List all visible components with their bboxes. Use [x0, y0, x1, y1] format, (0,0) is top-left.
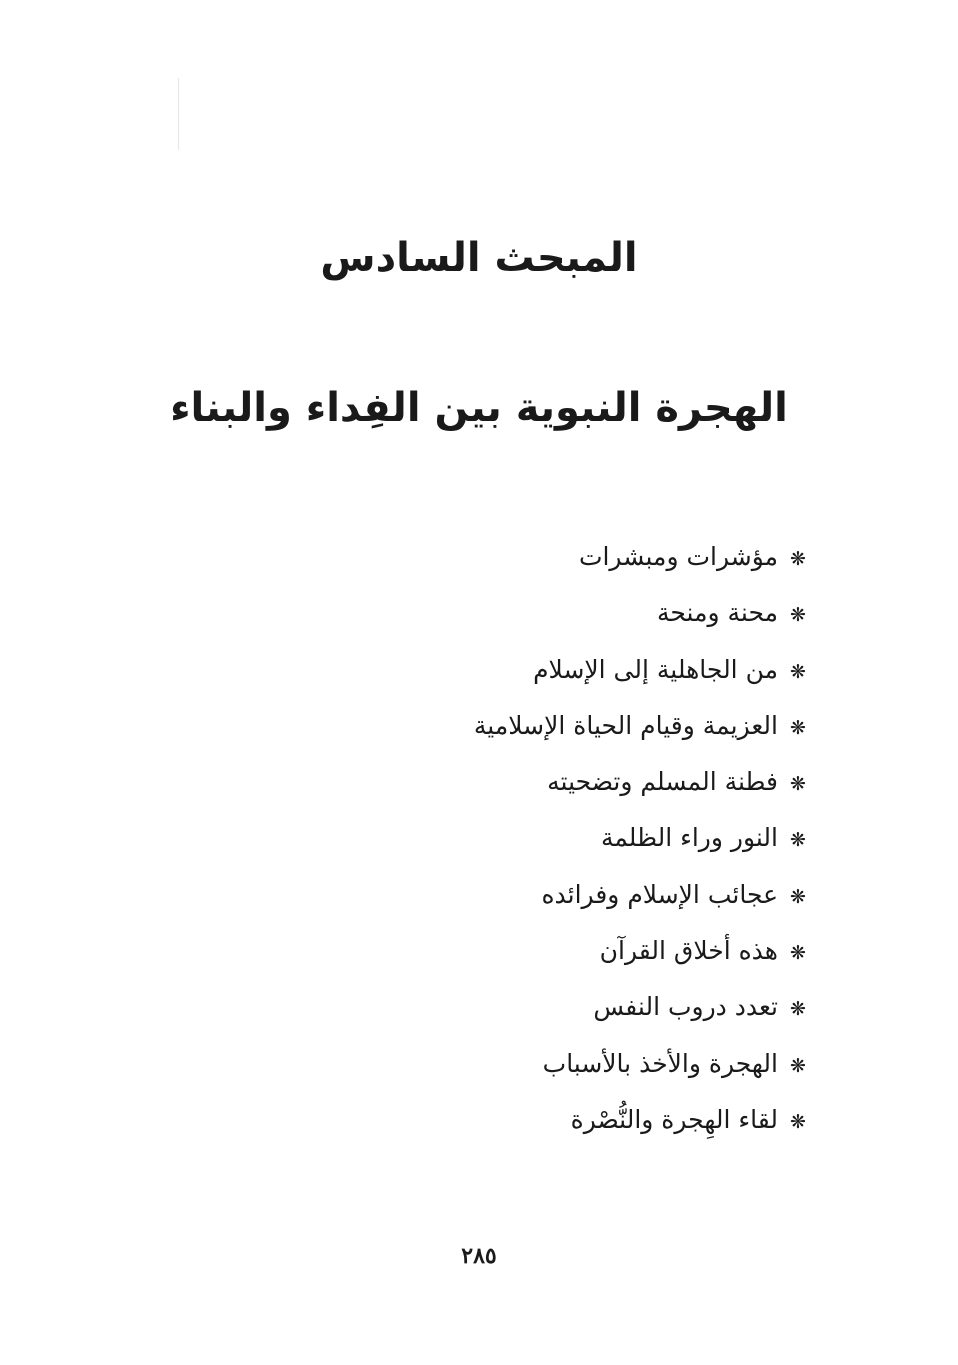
topic-label: محنة ومنحة — [657, 598, 778, 628]
topic-label: تعدد دروب النفس — [593, 992, 778, 1022]
asterisk-icon: ❋ — [790, 942, 806, 965]
list-item — [474, 699, 810, 755]
list-item — [474, 868, 810, 924]
asterisk-icon: ❋ — [790, 716, 806, 739]
asterisk-icon: ❋ — [790, 1110, 806, 1133]
asterisk-icon: ❋ — [790, 660, 806, 683]
asterisk-icon: ❋ — [790, 829, 806, 852]
topic-label: مؤشرات ومبشرات — [578, 542, 778, 571]
asterisk-icon: ❋ — [790, 885, 806, 908]
topic-label: فطنة المسلم وتضحيته — [547, 767, 778, 797]
list-item — [474, 811, 810, 867]
topic-label: عجائب الإسلام وفرائده — [541, 879, 778, 909]
asterisk-icon: ❋ — [790, 604, 806, 627]
list-item — [474, 1093, 810, 1149]
topic-label: النور وراء الظلمة — [600, 823, 778, 853]
topic-label: العزيمة وقيام الحياة الإسلامية — [473, 710, 778, 740]
topic-label: لقاء الهِجرة والنُّصْرة — [570, 1104, 778, 1134]
list-item — [474, 1037, 810, 1093]
topic-list — [474, 530, 810, 1149]
topic-label: الهجرة والأخذ بالأسباب — [542, 1048, 778, 1078]
asterisk-icon: ❋ — [790, 1054, 806, 1077]
page-number: ٢٨٥ — [461, 1243, 497, 1269]
chapter-title: المبحث السادس — [320, 235, 638, 281]
list-item — [474, 643, 810, 699]
asterisk-icon: ❋ — [790, 998, 806, 1021]
topic-label: هذه أخلاق القرآن — [599, 936, 778, 966]
list-item — [474, 755, 810, 811]
asterisk-icon: ❋ — [790, 548, 806, 570]
topic-label: من الجاهلية إلى الإسلام — [533, 654, 778, 684]
list-item — [474, 980, 810, 1036]
list-item — [474, 530, 810, 586]
asterisk-icon: ❋ — [790, 773, 806, 796]
scan-mark — [178, 78, 179, 150]
list-item — [474, 586, 810, 642]
chapter-subtitle: الهجرة النبوية بين الفِداء والبناء — [170, 385, 788, 431]
list-item — [474, 924, 810, 980]
